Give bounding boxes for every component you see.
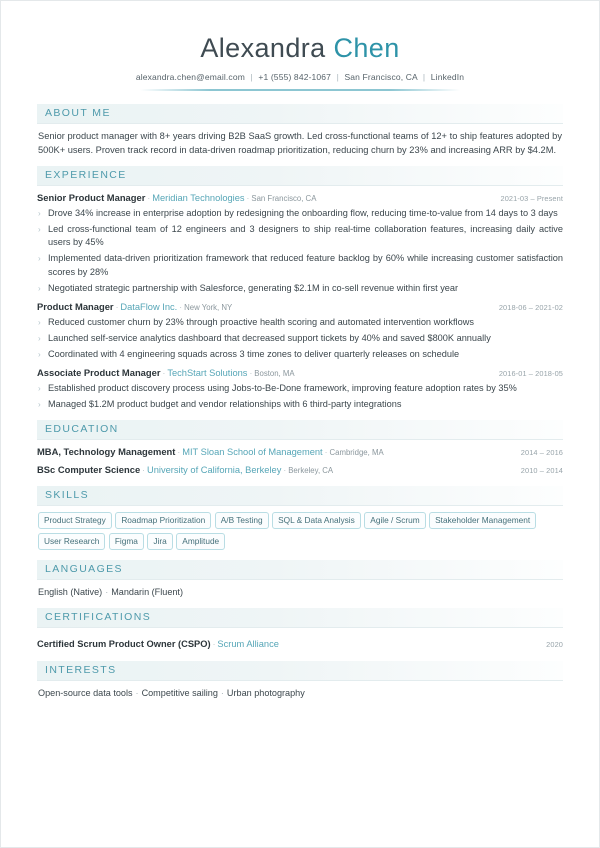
job-bullet <box>37 398 563 411</box>
contact-location: San Francisco, CA <box>344 72 418 82</box>
section-header-education <box>37 420 563 440</box>
job-location: New York, NY <box>184 302 233 312</box>
job-bullet <box>37 348 563 361</box>
education-dates: 2014 – 2016 <box>520 448 563 458</box>
contact-phone[interactable]: +1 (555) 842-1067 <box>258 72 332 82</box>
section-education <box>37 420 563 477</box>
separator-dot-icon: · <box>105 586 109 597</box>
job-bullet <box>37 282 563 295</box>
about-me-text: Senior product manager with 8+ years driving B2B SaaS growth. Led cross-functional teams of 12+ to ship features adopted by 500K+ users. Proven track record in data-driven roadmap prioritization, reducing churn by 23% and increasing ARR by $4.2M. <box>38 131 562 155</box>
skill-pill[interactable]: Agile / Scrum <box>364 512 425 529</box>
chevron-right-icon: › <box>38 349 41 359</box>
job-bullet <box>37 252 563 279</box>
section-title: ABOUT ME <box>45 107 111 119</box>
contact-email[interactable]: alexandra.chen@email.com <box>135 72 245 82</box>
company-name[interactable]: Meridian Technologies <box>152 193 245 203</box>
section-header-languages <box>37 560 563 580</box>
candidate-name <box>37 31 563 65</box>
education-entry <box>37 444 563 459</box>
certification-entry <box>37 632 563 652</box>
contact-separator-icon: | <box>422 72 426 82</box>
company-name[interactable]: TechStart Solutions <box>167 368 248 379</box>
separator-dot-icon: · <box>220 687 224 698</box>
education-entry-heading <box>37 444 513 459</box>
separator-dot-icon: · <box>212 638 216 649</box>
job-bullet-text: Led cross-functional team of 12 engineers and 3 designers to ship real-time collaboration features, increasing daily active users by 45% <box>48 223 563 248</box>
job-bullet <box>37 223 563 250</box>
experience-entry-heading <box>37 299 491 314</box>
contact-line <box>37 71 563 83</box>
job-bullet-text: Drove 34% increase in enterprise adoption by redesigning the onboarding flow, reducing time-to-value from 14 days to 3 days <box>48 208 558 218</box>
job-bullet-text: Managed $1.2M product budget and vendor relationships with 6 third-party integrations <box>48 399 402 410</box>
section-header-certifications <box>37 608 563 628</box>
section-interests <box>37 661 563 700</box>
candidate-first-name: Alexandra <box>200 33 326 63</box>
resume-header <box>37 31 563 95</box>
job-bullet-list <box>37 316 563 361</box>
job-bullet-list <box>37 207 563 295</box>
experience-entry <box>37 299 563 361</box>
section-header-skills <box>37 486 563 506</box>
section-title: EDUCATION <box>45 423 119 436</box>
contact-separator-icon: | <box>250 72 253 82</box>
chevron-right-icon: › <box>38 283 41 293</box>
candidate-last-name: Chen <box>333 33 400 63</box>
section-certifications <box>37 608 563 652</box>
education-dates: 2010 – 2014 <box>520 466 563 476</box>
contact-separator-icon: | <box>336 72 339 82</box>
section-title: INTERESTS <box>45 663 117 676</box>
contact-linkedin-link[interactable]: LinkedIn <box>430 72 465 82</box>
experience-entry-header <box>37 190 563 205</box>
job-bullet-list <box>37 382 563 411</box>
job-bullet <box>37 316 563 329</box>
chevron-right-icon: › <box>38 384 41 394</box>
chevron-right-icon: › <box>38 254 41 264</box>
section-title: CERTIFICATIONS <box>45 610 152 623</box>
separator-dot-icon: · <box>249 368 253 379</box>
separator-dot-icon: · <box>142 465 146 476</box>
job-bullet <box>37 207 563 220</box>
experience-entry-header <box>37 299 563 314</box>
section-languages <box>37 560 563 599</box>
skill-pill-list <box>37 510 563 551</box>
separator-dot-icon: · <box>147 193 151 203</box>
degree-title: MBA, Technology Management <box>37 446 176 458</box>
chevron-right-icon: › <box>38 209 41 218</box>
experience-entry-heading <box>37 190 492 205</box>
separator-dot-icon: · <box>135 687 139 698</box>
certification-date: 2020 <box>546 639 563 649</box>
job-bullet <box>37 332 563 345</box>
job-location: Boston, MA <box>254 369 295 379</box>
section-title: LANGUAGES <box>45 562 123 575</box>
separator-dot-icon: · <box>324 447 328 458</box>
job-bullet-text: Negotiated strategic partnership with Salesforce, generating $2.1M in co-sell revenue within first year <box>48 282 459 293</box>
skill-pill[interactable]: Product Strategy <box>38 512 112 529</box>
job-dates: 2018-06 – 2021-02 <box>498 302 563 312</box>
company-name[interactable]: DataFlow Inc. <box>120 301 178 312</box>
separator-dot-icon: · <box>177 447 181 458</box>
section-header-experience <box>37 166 563 186</box>
school-location: Cambridge, MA <box>329 448 384 458</box>
certification-heading <box>37 634 538 652</box>
job-title: Associate Product Manager <box>37 367 161 379</box>
section-experience <box>37 166 563 411</box>
job-bullet-text: Launched self-service analytics dashboard that decreased support tickets by 40% and saved $800K annually <box>48 332 491 343</box>
section-header-about-me <box>37 104 563 124</box>
separator-dot-icon: · <box>179 301 183 312</box>
languages-list <box>37 584 563 599</box>
language-item: English (Native) <box>38 586 103 597</box>
job-bullet-text: Established product discovery process using Jobs-to-Be-Done framework, improving feature adoption rates by 35% <box>48 383 517 394</box>
job-dates: 2016-01 – 2018-05 <box>498 369 563 379</box>
skill-pill[interactable]: Amplitude <box>176 533 225 550</box>
job-title: Product Manager <box>37 300 114 312</box>
experience-entry <box>37 365 563 411</box>
experience-entry <box>37 190 563 295</box>
separator-dot-icon: · <box>162 368 166 379</box>
job-bullet-text: Implemented data-driven prioritization framework that reduced feature backlog by 60% while increasing customer satisfaction scores by 28% <box>48 253 563 277</box>
skill-pill[interactable]: A/B Testing <box>215 512 269 529</box>
school-name[interactable]: MIT Sloan School of Management <box>182 447 323 458</box>
header-divider <box>140 89 460 91</box>
chevron-right-icon: › <box>38 317 41 327</box>
certification-name: Certified Scrum Product Owner (CSPO) <box>37 638 211 649</box>
section-title: EXPERIENCE <box>45 169 127 181</box>
separator-dot-icon: · <box>115 301 119 312</box>
job-bullet-text: Reduced customer churn by 23% through proactive health scoring and automated intervention workflows <box>48 316 474 327</box>
skill-pill[interactable]: User Research <box>38 533 105 550</box>
interests-list <box>37 685 563 700</box>
skill-pill[interactable]: Jira <box>147 533 172 550</box>
experience-entry-header <box>37 365 563 380</box>
interest-item: Open-source data tools <box>38 687 133 698</box>
chevron-right-icon: › <box>38 333 41 343</box>
certification-issuer[interactable]: Scrum Alliance <box>217 638 279 649</box>
job-bullet-text: Coordinated with 4 engineering squads across 3 time zones to deliver quarterly releases on schedule <box>48 348 460 359</box>
job-title: Senior Product Manager <box>37 192 146 203</box>
section-title: SKILLS <box>45 489 90 502</box>
interest-item: Urban photography <box>226 687 305 698</box>
section-header-interests <box>37 661 563 681</box>
skill-pill[interactable]: SQL & Data Analysis <box>272 512 361 529</box>
job-location: San Francisco, CA <box>251 194 317 203</box>
education-entry-heading <box>37 462 513 477</box>
job-bullet <box>37 382 563 395</box>
school-location: Berkeley, CA <box>288 466 334 476</box>
chevron-right-icon: › <box>38 224 41 234</box>
skill-pill[interactable]: Figma <box>109 533 144 550</box>
job-dates: 2021-03 – Present <box>500 194 563 203</box>
section-skills <box>37 486 563 551</box>
skill-pill[interactable]: Stakeholder Management <box>429 512 536 529</box>
chevron-right-icon: › <box>38 400 41 410</box>
experience-entry-heading <box>37 365 491 380</box>
education-entry <box>37 462 563 477</box>
separator-dot-icon: · <box>246 193 250 203</box>
school-name[interactable]: University of California, Berkeley <box>147 465 282 476</box>
interest-item: Competitive sailing <box>141 687 218 698</box>
separator-dot-icon: · <box>283 465 287 476</box>
section-about-me <box>37 104 563 157</box>
degree-title: BSc Computer Science <box>37 464 141 476</box>
language-item: Mandarin (Fluent) <box>111 586 183 597</box>
skill-pill[interactable]: Roadmap Prioritization <box>115 512 211 529</box>
